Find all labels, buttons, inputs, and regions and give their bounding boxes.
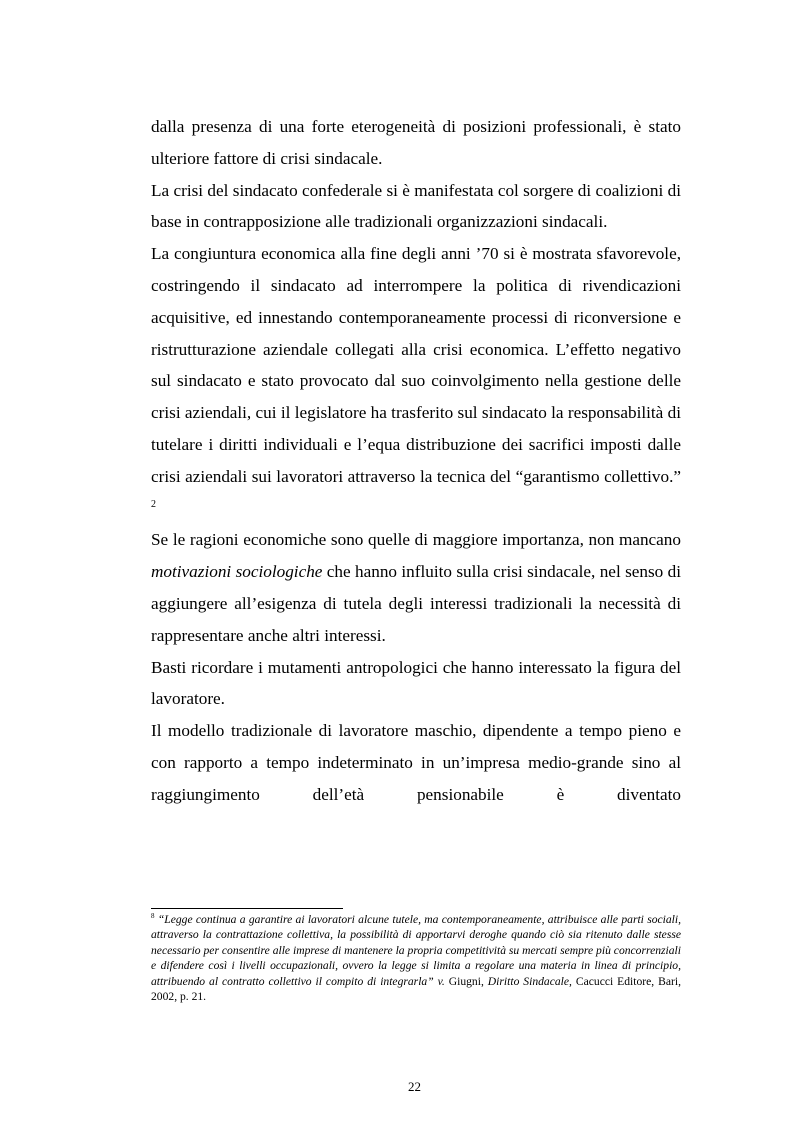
paragraph: Basti ricordare i mutamenti antropologici che hanno interessato la figura del lavoratore. bbox=[151, 657, 681, 709]
footnote-mark: 8 bbox=[151, 912, 155, 920]
footnote-publisher: Cacucci Editore, Bari, 2002, p. 21. bbox=[151, 974, 681, 1004]
paragraph: dalla presenza di una forte eterogeneità di posizioni professionali, è stato ulteriore fattore di crisi sindacale. bbox=[151, 117, 681, 168]
emphasis: motivazioni sociologiche bbox=[151, 562, 323, 582]
footnote-separator bbox=[151, 908, 343, 909]
body-text bbox=[151, 111, 681, 811]
page-number: 22 bbox=[408, 1079, 421, 1094]
footnote-author: Giugni, bbox=[444, 974, 488, 988]
paragraph: Se le ragioni economiche sono quelle di maggiore importanza, non mancano motivazioni sociologiche che hanno influito sulla crisi sindacale, nel senso di aggiungere all’esigenza di tutela degli interessi tradizionali la necessità di rappresentare anche altri interessi. bbox=[151, 530, 681, 645]
paragraph-text: La congiuntura economica alla fine degli anni ’70 si è mostrata sfavorevole, costringendo il sindacato ad interrompere la politica di rivendicazioni acquisitive, ed innestando contemporaneamente processi di riconversione e ristrutturazione aziendale collegati alla crisi economica. L’effetto negativo sul sindacato e stato provocato dal suo coinvolgimento nella gestione delle crisi aziendali, cui il legislatore ha trasferito sul sindacato la responsabilità di tutelare i diritti individuali e l’equa distribuzione dei sacrifici imposti dalle crisi aziendali sui lavoratori attraverso la tecnica del “garantismo collettivo.” bbox=[151, 244, 681, 486]
paragraph: La crisi del sindacato confederale si è manifestata col sorgere di coalizioni di base in contrapposizione alle tradizionali organizzazioni sindacali. bbox=[151, 180, 681, 232]
paragraph bbox=[151, 238, 681, 524]
footnote-work: Diritto Sindacale, bbox=[487, 974, 572, 988]
footnote-quote: “Legge continua a garantire ai lavoratori alcune tutele, ma contemporaneamente, attribuisce alle parti sociali, attraverso la contrattazione collettiva, la possibilità di apportarvi deroghe quando ciò sia ritenuto dalle stesse necessario per consentire alle imprese di mantenere la propria competitività su mercati sempre più concorrenziali e difendere così i livelli occupazionali, ovvero la legge si limita a regolare una materia in linea di principio, attribuendo al contratto collettivo il compito di integrarla” v. bbox=[151, 913, 682, 988]
paragraph: Il modello tradizionale di lavoratore maschio, dipendente a tempo pieno e con rapporto a tempo indeterminato in un’impresa medio-grande sino al raggiungimento dell’età pensionabile è diventato bbox=[151, 721, 681, 804]
footnote bbox=[151, 912, 681, 1004]
footnote-reference: 2 bbox=[151, 498, 156, 510]
